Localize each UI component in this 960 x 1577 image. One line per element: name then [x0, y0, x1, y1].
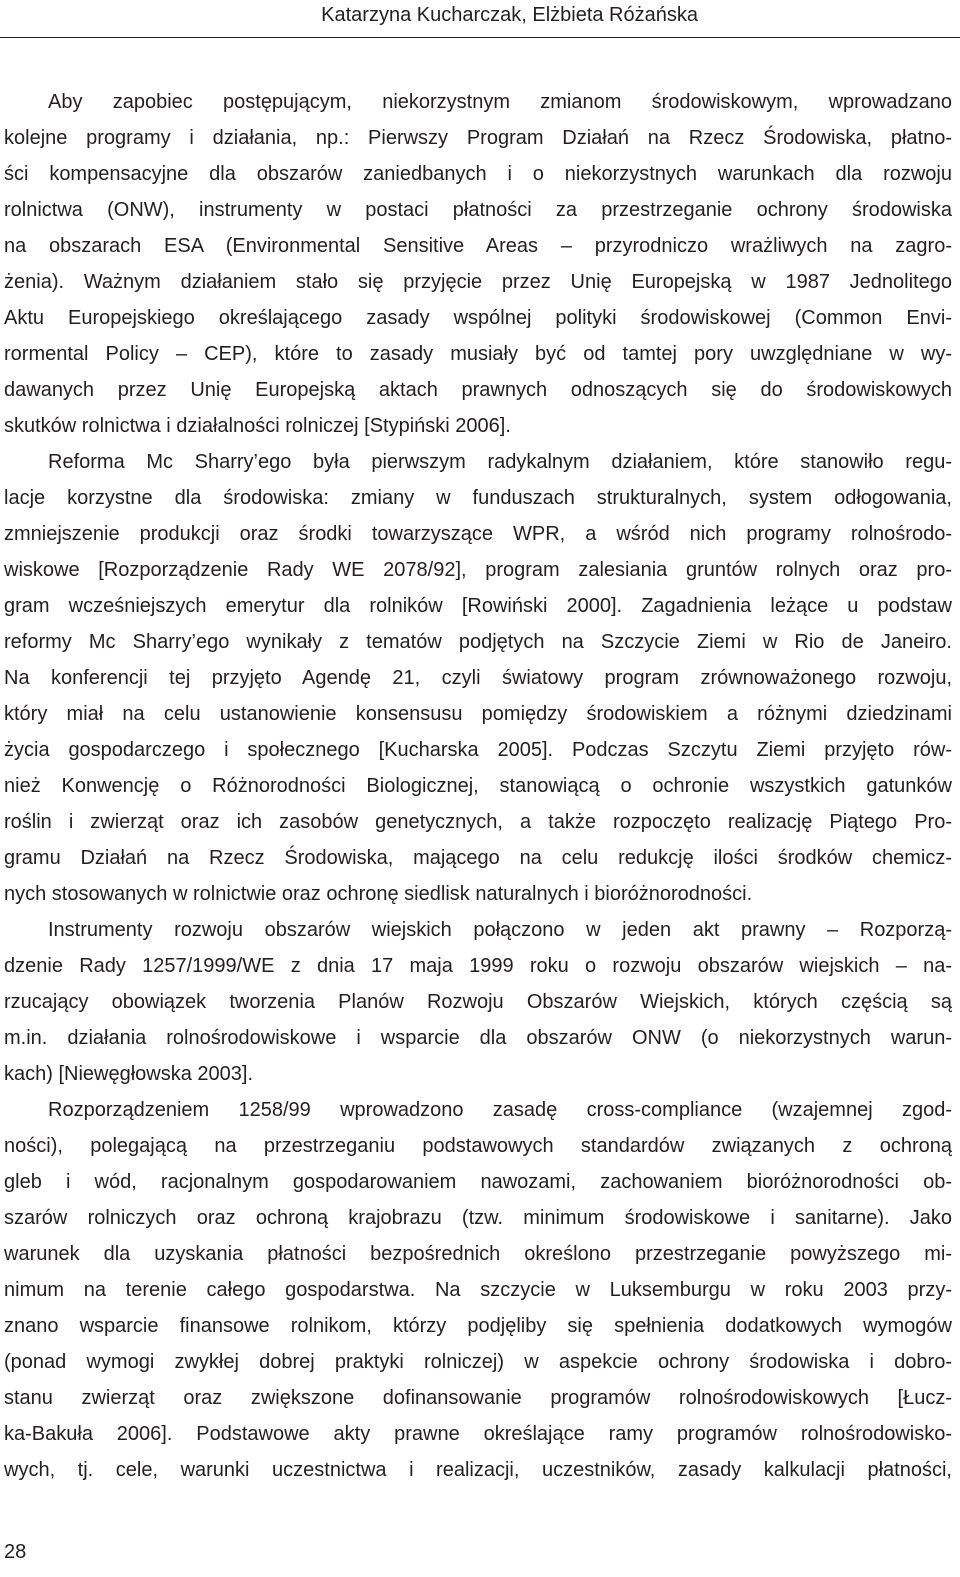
body-text	[4, 84, 952, 1488]
text-line: ka-Bakuła 2006]. Podstawowe akty prawne określające ramy programów rolnośrodowisko-	[4, 1423, 952, 1445]
text-line: m.in. działania rolnośrodowiskowe i wsparcie dla obszarów ONW (o niekorzystnych warun-	[4, 1027, 952, 1049]
paragraph-3	[4, 912, 952, 1092]
paragraph-4	[4, 1092, 952, 1488]
text-line: Aby zapobiec postępującym, niekorzystnym zmianom środowiskowym, wprowadzano	[48, 91, 952, 113]
text-line: Instrumenty rozwoju obszarów wiejskich połączono w jeden akt prawny – Rozporzą-	[48, 919, 952, 941]
text-line: kolejne programy i działania, np.: Pierwszy Program Działań na Rzecz Środowiska, płatno-	[4, 127, 952, 149]
text-line: zmniejszenie produkcji oraz środki towarzyszące WPR, a wśród nich programy rolnośrodo-	[4, 523, 952, 545]
text-line: który miał na celu ustanowienie konsensusu pomiędzy środowiskiem a różnymi dziedzinami	[4, 703, 952, 725]
text-line: lacje korzystne dla środowiska: zmiany w funduszach strukturalnych, system odłogowania,	[4, 487, 952, 509]
text-line: ności), polegającą na przestrzeganiu podstawowych standardów związanych z ochroną	[4, 1135, 952, 1157]
text-line: gram wcześniejszych emerytur dla rolników [Rowiński 2000]. Zagadnienia leżące u podstaw	[4, 595, 952, 617]
text-line: rolnictwa (ONW), instrumenty w postaci płatności za przestrzeganie ochrony środowiska	[4, 199, 952, 221]
text-line: stanu zwierząt oraz zwiększone dofinansowanie programów rolnośrodowiskowych [Łucz-	[4, 1387, 952, 1409]
text-line: nież Konwencję o Różnorodności Biologicznej, stanowiącą o ochronie wszystkich gatunków	[4, 775, 952, 797]
text-line: nimum na terenie całego gospodarstwa. Na szczycie w Luksemburgu w roku 2003 przy-	[4, 1279, 952, 1301]
text-line: gramu Działań na Rzecz Środowiska, mającego na celu redukcję ilości środków chemicz-	[4, 847, 952, 869]
text-line: wych, tj. cele, warunki uczestnictwa i realizacji, uczestników, zasady kalkulacji płatności,	[4, 1459, 952, 1481]
paragraph-2	[4, 444, 952, 912]
text-line: Aktu Europejskiego określającego zasady wspólnej polityki środowiskowej (Common Envi-	[4, 307, 952, 329]
paragraph-1	[4, 84, 952, 444]
text-line: dawanych przez Unię Europejską aktach prawnych odnoszących się do środowiskowych	[4, 379, 952, 401]
text-line: Reforma Mc Sharry’ego była pierwszym radykalnym działaniem, które stanowiło regu-	[48, 451, 952, 473]
text-line: kach) [Niewęgłowska 2003].	[4, 1063, 254, 1085]
text-line: Na konferencji tej przyjęto Agendę 21, czyli światowy program zrównoważonego rozwoju,	[4, 667, 952, 689]
text-line: reformy Mc Sharry’ego wynikały z tematów podjętych na Szczycie Ziemi w Rio de Janeiro.	[4, 631, 952, 653]
text-line: znano wsparcie finansowe rolnikom, którzy podjęliby się spełnienia dodatkowych wymogów	[4, 1315, 952, 1337]
text-line: dzenie Rady 1257/1999/WE z dnia 17 maja 1999 roku o rozwoju obszarów wiejskich – na-	[4, 955, 952, 977]
text-line: roślin i zwierząt oraz ich zasobów genetycznych, a także rozpoczęto realizację Piątego Pro-	[4, 811, 952, 833]
text-line: gleb i wód, racjonalnym gospodarowaniem nawozami, zachowaniem bioróżnorodności ob-	[4, 1171, 952, 1193]
text-line: warunek dla uzyskania płatności bezpośrednich określono przestrzeganie powyższego mi-	[4, 1243, 952, 1265]
text-line: wiskowe [Rozporządzenie Rady WE 2078/92], program zalesiania gruntów rolnych oraz pro-	[4, 559, 952, 581]
text-line: rormental Policy – CEP), które to zasady musiały być od tamtej pory uwzględniane w wy-	[4, 343, 952, 365]
text-line: ści kompensacyjne dla obszarów zaniedbanych i o niekorzystnych warunkach dla rozwoju	[4, 163, 952, 185]
running-header-authors: Katarzyna Kucharczak, Elżbieta Różańska	[321, 4, 698, 26]
text-line: (ponad wymogi zwykłej dobrej praktyki rolniczej) w aspekcie ochrony środowiska i dobro-	[4, 1351, 952, 1373]
running-header	[0, 0, 960, 38]
text-line: życia gospodarczego i społecznego [Kucharska 2005]. Podczas Szczytu Ziemi przyjęto rów-	[4, 739, 952, 761]
text-line: skutków rolnictwa i działalności rolniczej [Stypiński 2006].	[4, 415, 511, 437]
text-line: żenia). Ważnym działaniem stało się przyjęcie przez Unię Europejską w 1987 Jednolitego	[4, 271, 952, 293]
text-line: nych stosowanych w rolnictwie oraz ochronę siedlisk naturalnych i bioróżnorodności.	[4, 883, 753, 905]
text-line: szarów rolniczych oraz ochroną krajobrazu (tzw. minimum środowiskowe i sanitarne). Jako	[4, 1207, 952, 1229]
text-line: rzucający obowiązek tworzenia Planów Rozwoju Obszarów Wiejskich, których częścią są	[4, 991, 952, 1013]
text-line: na obszarach ESA (Environmental Sensitive Areas – przyrodniczo wrażliwych na zagro-	[4, 235, 952, 257]
page-number: 28	[4, 1541, 27, 1563]
text-line: Rozporządzeniem 1258/99 wprowadzono zasadę cross-compliance (wzajemnej zgod-	[48, 1099, 952, 1121]
